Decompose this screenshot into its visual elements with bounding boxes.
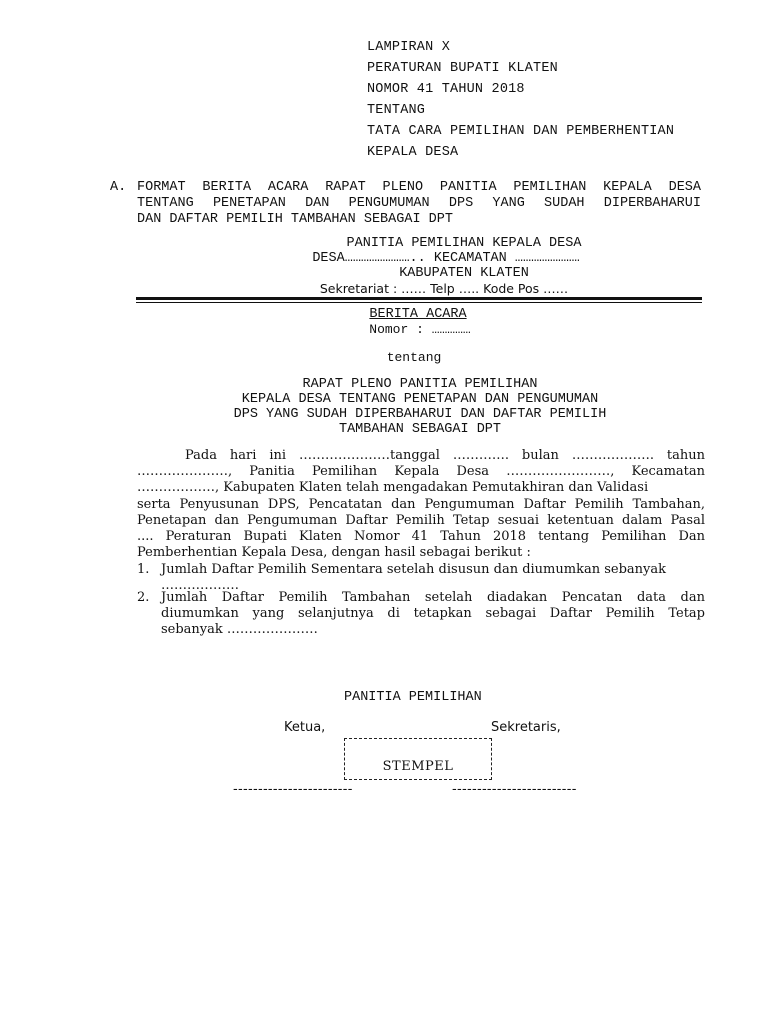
paragraph-line: Pemberhentian Kepala Desa, dengan hasil sebagai berikut : [137,545,531,561]
subject-line: RAPAT PLENO PANITIA PEMILIHAN [302,377,538,392]
kop-rule-thick [136,297,702,300]
paragraph-line: Penetapan dan Pengumuman Daftar Pemilih Tetap sesuai ketentuan dalam Pasal [137,512,705,528]
lampiran-line: PERATURAN BUPATI KLATEN [367,61,558,76]
list-number: 2. [137,590,150,605]
lampiran-line: NOMOR 41 TAHUN 2018 [367,82,525,97]
sekretaris-label: Sekretaris, [491,720,561,735]
subject-line: TAMBAHAN SEBAGAI DPT [338,422,502,437]
list-item-line: diumumkan yang selanjutnya di tetapkan sebagai Daftar Pemilih Tetap [161,606,705,622]
signature-line-sekretaris: ------------------------- [452,782,577,797]
body-paragraph [137,448,705,561]
list-number: 1. [137,562,150,577]
subject-line: KEPALA DESA TENTANG PENETAPAN DAN PENGUMUMAN [241,392,599,407]
ketua-label: Ketua, [284,720,326,735]
berita-acara-title: BERITA ACARA [369,307,467,322]
stamp-label: STEMPEL [382,759,454,774]
kop-desa-kecamatan: DESA…………………….. KECAMATAN …………………… [312,251,580,266]
paragraph-line: ………………, Kabupaten Klaten telah mengadakan Pemutakhiran dan Validasi [137,480,649,496]
list-item-line: ……………… [161,578,239,594]
kop-rule-thin [136,302,702,303]
signature-line-ketua: ------------------------ [233,782,353,797]
paragraph-line: …………………, Panitia Pemilihan Kepala Desa ……………………, Kecamatan [137,464,705,480]
paragraph-line: Pada hari ini …………………tanggal …………. bulan ………………. tahun [185,448,705,463]
lampiran-line: TATA CARA PEMILIHAN DAN PEMBERHENTIAN [367,124,675,139]
subject-line: DPS YANG SUDAH DIPERBAHARUI DAN DAFTAR PEMILIH [233,407,607,422]
lampiran-line: LAMPIRAN X [367,40,451,55]
list-item [161,590,705,639]
section-title [137,180,701,228]
section-title-line: FORMAT BERITA ACARA RAPAT PLENO PANITIA PEMILIHAN KEPALA DESA [137,180,701,195]
paragraph-line: serta Penyusunan DPS, Pencatatan dan Pengumuman Daftar Pemilih Tambahan, [137,496,705,512]
berita-acara-tentang: tentang [386,350,442,365]
list-item-line: sebanyak ………………… [161,622,318,638]
kop-kabupaten: KABUPATEN KLATEN [399,266,529,281]
berita-acara-nomor: Nomor : …………… [369,322,471,337]
kop-title: PANITIA PEMILIHAN KEPALA DESA [346,236,582,251]
signature-heading: PANITIA PEMILIHAN [344,690,482,705]
stamp-box [344,738,492,780]
lampiran-line: TENTANG [367,103,426,118]
kop-sekretariat: Sekretariat : …… Telp ….. Kode Pos …… [319,281,569,296]
lampiran-line: KEPALA DESA [367,145,459,160]
list-item-line: Jumlah Daftar Pemilih Tambahan setelah diadakan Pencatan data dan [161,590,705,605]
list-item-line: Jumlah Daftar Pemilih Sementara setelah disusun dan diumumkan sebanyak [161,562,666,577]
section-letter: A. [110,180,127,195]
section-title-line: DAN DAFTAR PEMILIH TAMBAHAN SEBAGAI DPT [137,212,453,227]
paragraph-line: .... Peraturan Bupati Klaten Nomor 41 Tahun 2018 tentang Pemilihan Dan [137,529,705,545]
section-title-line: TENTANG PENETAPAN DAN PENGUMUMAN DPS YANG SUDAH DIPERBAHARUI [137,196,701,211]
